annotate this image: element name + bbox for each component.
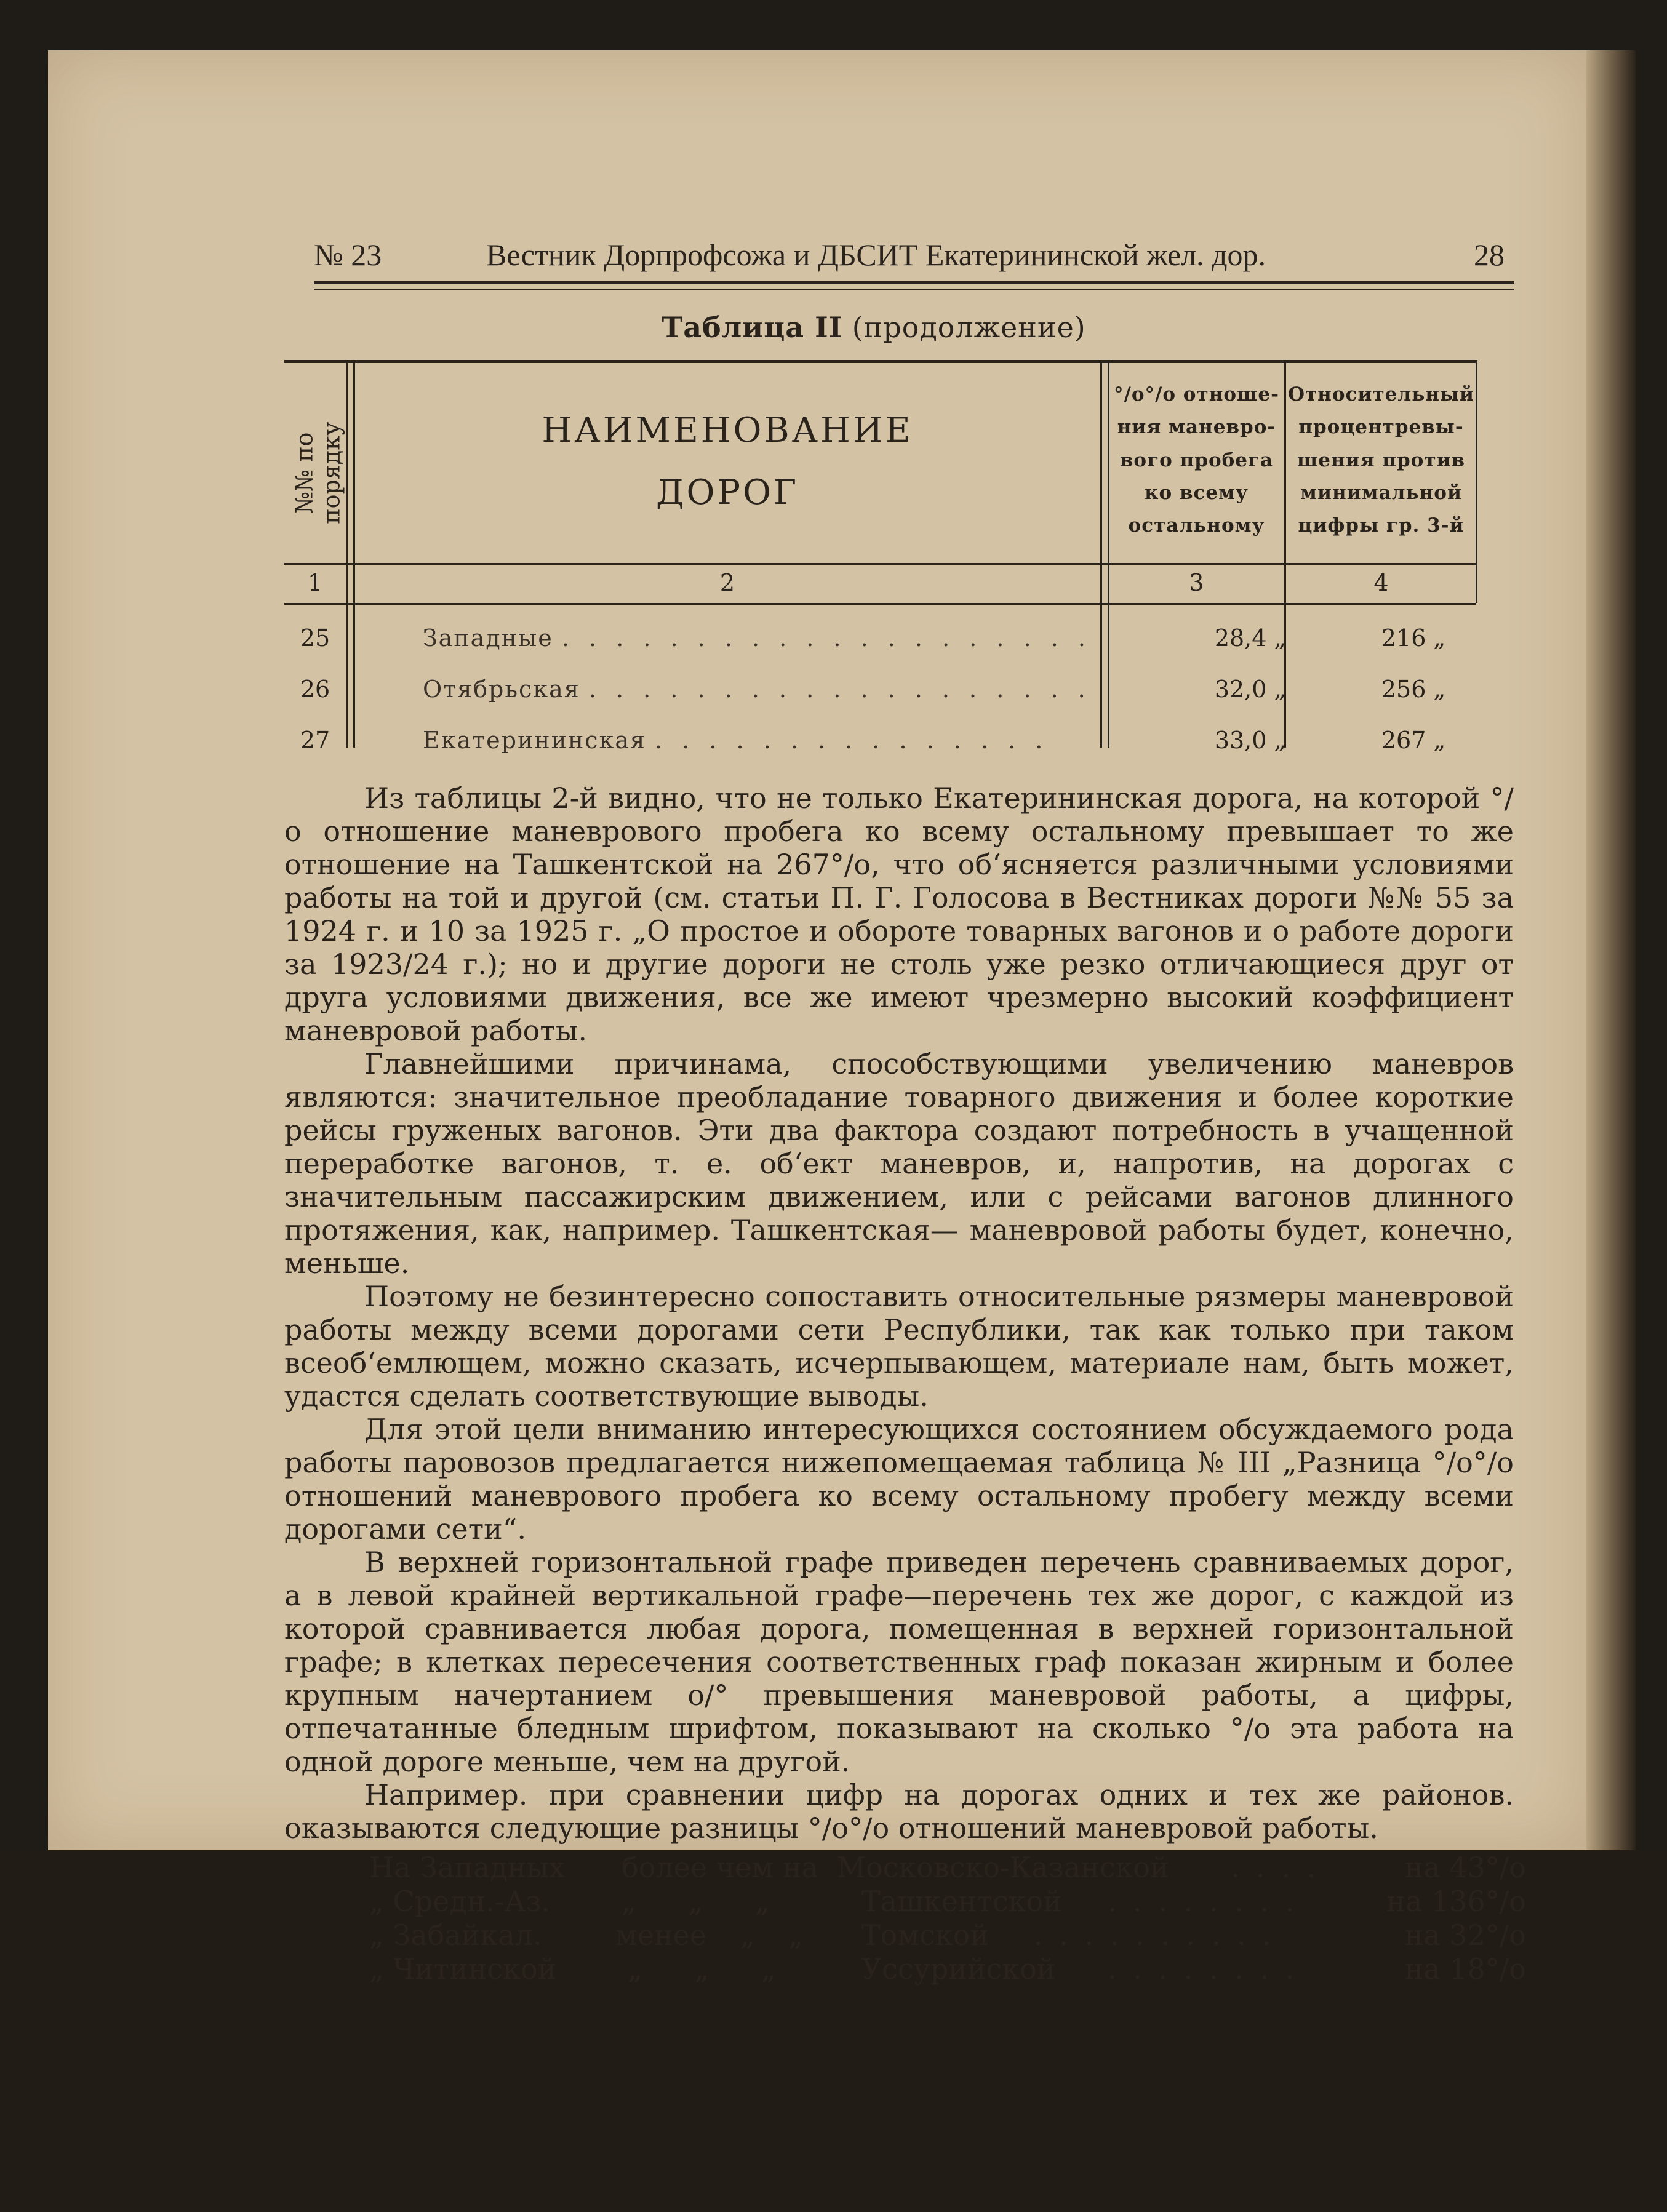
road-name: Екатерининская . . . . . . . . . . . . . . . bbox=[423, 727, 1049, 754]
ratio-value: 32,0 „ bbox=[1214, 676, 1287, 703]
list-item: „ Читинской „ „ „ Уссурийской . . . . . . . . на 18°/о bbox=[369, 1952, 1526, 1986]
table-caption-bold: Таблица II bbox=[662, 311, 843, 344]
col-divider-right bbox=[1476, 360, 1477, 603]
page-edge-shadow bbox=[1586, 50, 1636, 1850]
page-number: 28 bbox=[1474, 238, 1505, 272]
row-number: 25 bbox=[300, 625, 330, 652]
journal-title: Вестник Дорпрофсожа и ДБСИТ Екатерининской жел. дор. bbox=[486, 238, 1266, 272]
article-body bbox=[284, 781, 1514, 1845]
ratio-value: 28,4 „ bbox=[1214, 625, 1287, 652]
col4-header: Относительный процентревы- шения против минимальной цифры гр. 3-й bbox=[1287, 383, 1475, 537]
table-row bbox=[284, 612, 1476, 661]
col-number-3: 3 bbox=[1189, 569, 1204, 596]
ratio-value: 33,0 „ bbox=[1214, 727, 1287, 754]
table-caption-rest: (продолжение) bbox=[852, 311, 1086, 344]
excess-value: 267 „ bbox=[1381, 727, 1446, 754]
paragraph: Например. при сравнении цифр на дорогах одних и тех же районов. оказываются следующие разницы °/о°/о отношений маневровой работы. bbox=[284, 1778, 1514, 1845]
table-caption bbox=[662, 311, 1154, 344]
header-rule bbox=[314, 281, 1514, 284]
row-number: 27 bbox=[300, 727, 330, 754]
list-item: „ Забайкал. менее „ „ Томской . . . . . . . . . . на 32°/о bbox=[369, 1919, 1526, 1952]
col2-header bbox=[358, 400, 1097, 524]
road-name: Отябрьская . . . . . . . . . . . . . . . . . . . bbox=[423, 676, 1092, 703]
col2-header-line1: НАИМЕНОВАНИЕ bbox=[542, 410, 913, 450]
table-row bbox=[284, 663, 1476, 713]
col1-header: №№ по порядку bbox=[290, 421, 345, 524]
issue-number: № 23 bbox=[314, 238, 382, 272]
paragraph: Для этой цели вниманию интересующихся состоянием обсуждаемого рода работы паровозов предлагается нижепомещаемая таблица № III „Разница °/о°/о отношений маневрового пробега ко всему остальному пробегу между всеми дорогами сети“. bbox=[284, 1413, 1514, 1546]
excess-value: 216 „ bbox=[1381, 625, 1446, 652]
header-rule-thin bbox=[314, 289, 1514, 290]
row-number: 26 bbox=[300, 676, 330, 703]
list-item: „ Средн.-Аз. „ „ „ Ташкентской . . . . . . . . на 136°/о bbox=[369, 1885, 1526, 1918]
roads-table bbox=[284, 360, 1476, 754]
colnum-bottom-rule bbox=[284, 603, 1476, 605]
paragraph: Из таблицы 2-й видно, что не только Екатерининская дорога, на которой °/о отношение маневрового пробега ко всему остальному превышает то же отношение на Ташкентской на 267°/о, что об‘ясняется различными условиями работы на той и другой (см. статьи П. Г. Голосова в Вестниках дороги №№ 55 за 1924 г. и 10 за 1925 г. „О простое и обороте товарных вагонов и о работе дороги за 1923/24 г.); но и другие дороги не столь уже резко отличающиеся друг от друга условиями движения, все же имеют чрезмерно высокий коэффициент маневровой работы. bbox=[284, 781, 1514, 1047]
col-number-2: 2 bbox=[719, 569, 735, 596]
excess-value: 256 „ bbox=[1381, 676, 1446, 703]
header-bottom-rule bbox=[284, 563, 1476, 565]
col-number-1: 1 bbox=[307, 569, 323, 596]
col2-header-line2: ДОРОГ bbox=[655, 472, 799, 513]
table-row bbox=[284, 714, 1476, 764]
col3-header: °/о°/о отноше- ния маневро- вого пробега ко всему остальному bbox=[1114, 383, 1279, 537]
table-top-rule bbox=[284, 360, 1476, 363]
road-name: Западные . . . . . . . . . . . . . . . . . . . . bbox=[423, 625, 1092, 652]
paragraph: В верхней горизонтальной графе приведен перечень сравниваемых дорог, а в левой крайней вертикальной графе—перечень тех же дорог, с каждой из которой сравнивается любая дорога, помещенная в верхней горизонтальной графе; в клетках пересечения соответственных граф показан жирным и более крупным начертанием о/° превышения маневровой работы, а цифры, отпечатанные бледным шрифтом, показывают на сколько °/о эта работа на одной дороге меньше, чем на другой. bbox=[284, 1546, 1514, 1778]
running-header bbox=[314, 237, 1505, 274]
col-number-4: 4 bbox=[1373, 569, 1389, 596]
paragraph: Поэтому не безинтересно сопоставить относительные рязмеры маневровой работы между всеми дорогами сети Республики, так как только при таком всеоб‘емлющем, можно сказать, исчерпывающем, материале нам, быть может, удастся сделать соответствующие выводы. bbox=[284, 1280, 1514, 1413]
list-item: На Западных более чем на Московско-Казанской . . . . на 43°/о bbox=[369, 1851, 1526, 1884]
paragraph: Главнейшими причинама, способствующими увеличению маневров являются: значительное преобладание товарного движения и более короткие рейсы груженых вагонов. Эти два фактора создают потребность в учащенной переработке вагонов, т. е. об‘ект маневров, и, напротив, на дорогах с значительным пассажирским движением, или с рейсами вагонов длинного протяжения, как, например. Ташкентская— маневровой работы будет, конечно, меньше. bbox=[284, 1047, 1514, 1280]
